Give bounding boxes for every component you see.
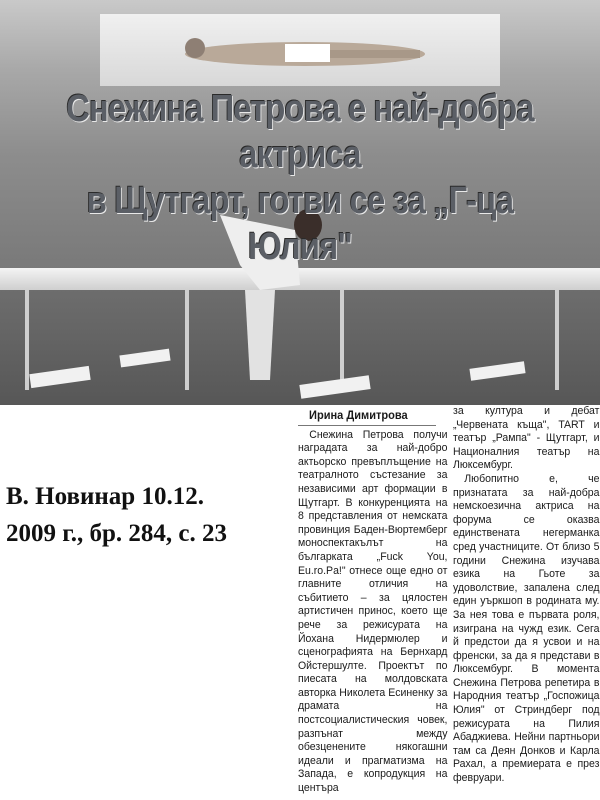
article-column-1 xyxy=(298,405,448,800)
photo-poster xyxy=(100,14,500,86)
article-headline xyxy=(42,86,558,270)
article-paragraph: Снежина Петрова получи наградата за най-добро актьорско превъплъщение на театралното състезание за независими арт формации в Щутгарт. В конкуренцията на 8 представления от немската провинция Баден-Вюртемберг моноспектакълът на българката „Fuck You, Eu.ro.Pa!" отнесе още едно от главните отличия на събитието – за цялостен артистичен принос, което ще рече за режисурата на Йохана Нидермюлер и сценографията на Бернхард Ойстершулте. Проектът по пиесата на молдовската авторка Николета Есиненку за драмата на постсоциалистическия човек, разпънат между обезценените някогашни идеали и прагматизма на Запада, е копродукция на центъра xyxy=(298,428,448,795)
article-byline: Ирина Димитрова xyxy=(298,405,436,426)
source-line-2: 2009 г., бр. 284, с. 23 xyxy=(6,520,228,547)
headline-line-2: в Щутгарт, готви се за „Г-ца Юлия" xyxy=(86,180,514,268)
table-leg xyxy=(185,290,189,390)
source-reference xyxy=(6,478,296,552)
article-paragraph: Любопитно е, че признатата за най-добра немскоезична актриса на форума се оказва единствената негерманка сред участниците. От близо 5 години Снежина изучава езика на Гьоте за удоволствие, запалена след един уъркшоп в родината му. За нея това е първата роля, изиграна на чужд език. Сега й предстои да я усвои и на френски, за да я представи в Люксембург. В момента Снежина Петрова репетира в Народния театър „Госпожица Юлия" от Стриндберг под режисурата на Пилия Абаджиева. Нейни партньори там са Деян Донков и Карла Рахал, а премиерата е през февруари. xyxy=(453,472,600,785)
table-leg xyxy=(555,290,559,390)
source-line-1: В. Новинар 10.12. xyxy=(6,483,204,510)
table-leg xyxy=(25,290,29,390)
headline-line-1: Снежина Петрова е най-добра актриса xyxy=(66,88,534,176)
article-column-2 xyxy=(453,405,600,800)
table-leg xyxy=(340,290,344,390)
article-paragraph: за култура и дебат „Червената къща", TART и театър „Рампа" - Щутгарт, и Националния театър на Люксембург. xyxy=(453,405,600,472)
reclining-figure-image xyxy=(100,14,500,86)
article-body xyxy=(298,405,600,800)
